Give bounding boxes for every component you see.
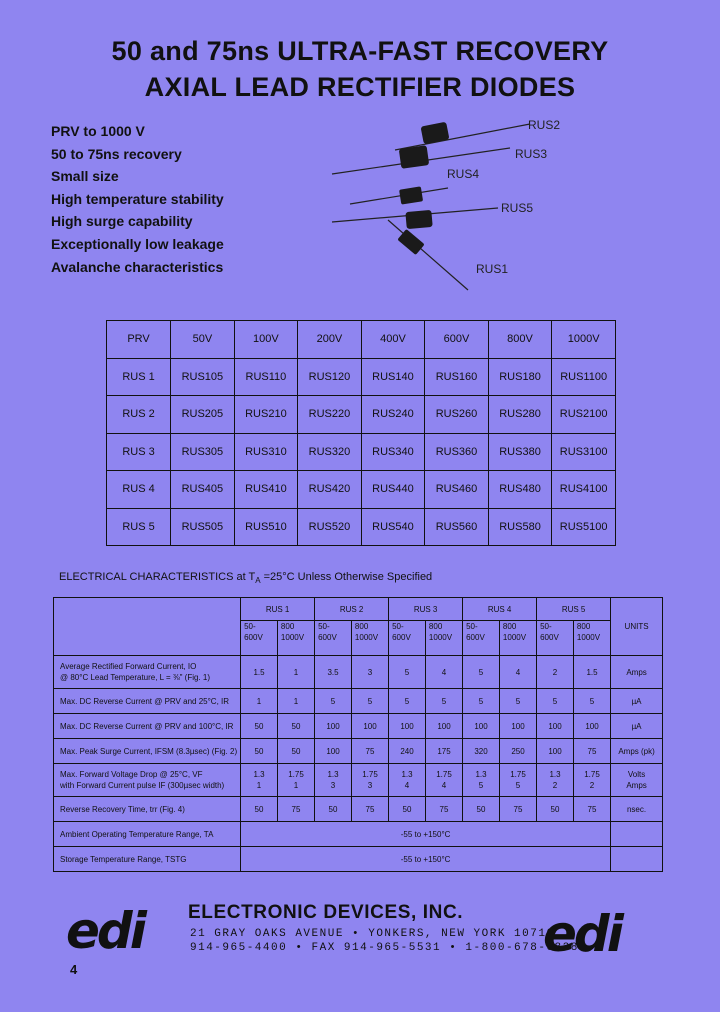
range-min: 50- (540, 622, 552, 631)
table-cell: RUS460 (425, 471, 489, 509)
value: 75 (365, 746, 375, 756)
heading-text-end: =25°C Unless Otherwise Specified (260, 571, 433, 583)
label-rus5: RUS5 (501, 201, 534, 215)
parameter-label (54, 689, 241, 714)
table-row (54, 714, 663, 739)
unit-cell (611, 714, 663, 739)
range-cell (463, 621, 500, 656)
group-header-row (54, 598, 663, 621)
title-line-2: AXIAL LEAD RECTIFIER DIODES (144, 72, 576, 102)
table-cell: RUS420 (298, 471, 362, 509)
parameter-text: Max. Peak Surge Current, IFSM (8.3µsec) (Fig. 2) (60, 746, 238, 756)
value: 75 (513, 804, 523, 814)
value-cell (499, 797, 536, 822)
edi-logo: edi (66, 902, 144, 960)
value-cell (351, 739, 388, 764)
value-cell (277, 739, 314, 764)
unit: nsec. (626, 804, 647, 814)
value-secondary: 4 (404, 781, 410, 790)
value-secondary: 2 (552, 781, 558, 790)
value: 1.3 (549, 770, 561, 779)
table-cell: RUS110 (234, 358, 298, 396)
value: 100 (326, 746, 340, 756)
value: 5 (404, 667, 410, 677)
row-label: RUS 1 (107, 358, 171, 396)
range-cell (351, 621, 388, 656)
table-cell: RUS310 (234, 433, 298, 471)
feature-item: 50 to 75ns recovery (51, 145, 182, 162)
value: 4 (441, 667, 447, 677)
header-cell: 600V (425, 321, 489, 359)
feature-item: PRV to 1000 V (51, 123, 145, 139)
value-cell (499, 656, 536, 689)
table-cell: RUS520 (298, 508, 362, 546)
table-row (54, 656, 663, 689)
table-row (54, 797, 663, 822)
value-cell (463, 797, 500, 822)
value: 75 (291, 804, 301, 814)
row-label: RUS 3 (107, 433, 171, 471)
group-header: RUS 5 (537, 598, 611, 621)
value: 100 (326, 721, 340, 731)
table-cell: RUS560 (425, 508, 489, 546)
range-cell (389, 621, 426, 656)
value-secondary: 5 (515, 781, 521, 790)
table-row (54, 689, 663, 714)
table-row-storage-temp (54, 847, 663, 872)
unit-cell (611, 689, 663, 714)
value-cell (573, 797, 610, 822)
table-cell: RUS160 (425, 358, 489, 396)
header-cell: 200V (298, 321, 362, 359)
value-cell (315, 714, 352, 739)
value: 50 (402, 804, 412, 814)
value-cell (425, 689, 462, 714)
value-cell (277, 656, 314, 689)
range-cell (277, 621, 314, 656)
value: 1.75 (584, 770, 600, 779)
value: 100 (363, 721, 377, 731)
value: 75 (587, 746, 597, 756)
header-cell: 800V (488, 321, 552, 359)
table-cell: RUS360 (425, 433, 489, 471)
units-header: UNITS (611, 598, 663, 656)
value-secondary: 4 (441, 781, 447, 790)
value: 320 (474, 746, 488, 756)
value-secondary: 3 (367, 781, 373, 790)
title-line-1: 50 and 75ns ULTRA-FAST RECOVERY (111, 36, 609, 66)
table-row (107, 433, 616, 471)
value-cell (463, 764, 500, 797)
value-cell (241, 797, 278, 822)
value-cell (315, 656, 352, 689)
group-header: RUS 3 (389, 598, 463, 621)
table-cell: RUS505 (171, 508, 235, 546)
unit: Volts (627, 770, 646, 779)
electrical-heading (59, 571, 432, 585)
value-cell (351, 764, 388, 797)
value-secondary: 1 (293, 781, 299, 790)
value: 75 (439, 804, 449, 814)
value: 100 (548, 746, 562, 756)
value: 1.3 (475, 770, 487, 779)
unit: µA (631, 721, 642, 731)
value-cell (351, 689, 388, 714)
value: 1 (256, 696, 262, 706)
address-line: 21 GRAY OAKS AVENUE • YONKERS, NEW YORK 10710 (190, 928, 555, 940)
blank-cell (54, 598, 241, 656)
table-cell: RUS205 (171, 396, 235, 434)
unit: µA (631, 696, 642, 706)
row-label: RUS 2 (107, 396, 171, 434)
parameter-text: Average Rectified Forward Current, IO (60, 662, 197, 671)
parameter-label (54, 714, 241, 739)
value: 1 (293, 667, 299, 677)
range-min: 50- (318, 622, 330, 631)
value: 5 (552, 696, 558, 706)
value-cell (315, 764, 352, 797)
ambient-temp-label: Ambient Operating Temperature Range, TA (54, 822, 241, 847)
value-cell (573, 689, 610, 714)
range-cell (425, 621, 462, 656)
ambient-temp-value: -55 to +150°C (241, 822, 611, 847)
range-max: 1000V (428, 633, 453, 642)
table-cell: RUS480 (488, 471, 552, 509)
table-cell: RUS240 (361, 396, 425, 434)
page-number: 4 (70, 962, 78, 977)
value-cell (351, 714, 388, 739)
parameter-text: Reverse Recovery Time, trr (Fig. 4) (60, 804, 185, 814)
value-cell (573, 764, 610, 797)
label-rus2: RUS2 (528, 118, 561, 132)
value: 4 (515, 667, 521, 677)
value-secondary: 2 (589, 781, 595, 790)
value: 5 (330, 696, 336, 706)
value: 1.75 (436, 770, 452, 779)
table-cell: RUS580 (488, 508, 552, 546)
value: 100 (400, 721, 414, 731)
group-header: RUS 4 (463, 598, 537, 621)
label-rus3: RUS3 (515, 147, 548, 161)
diode-rus1 (388, 220, 468, 290)
table-cell: RUS140 (361, 358, 425, 396)
table-cell: RUS180 (488, 358, 552, 396)
range-max: 1000V (576, 633, 601, 642)
company-name: ELECTRONIC DEVICES, INC. (188, 902, 464, 923)
value: 5 (478, 667, 484, 677)
value: 50 (328, 804, 338, 814)
value-cell (463, 656, 500, 689)
value-cell (425, 714, 462, 739)
parameter-label (54, 739, 241, 764)
range-max: 1000V (280, 633, 305, 642)
electrical-characteristics-table (53, 597, 663, 872)
storage-temp-value: -55 to +150°C (241, 847, 611, 872)
row-label: RUS 5 (107, 508, 171, 546)
value: 50 (291, 721, 301, 731)
value-cell (389, 797, 426, 822)
feature-item: High surge capability (51, 213, 193, 230)
parameter-label (54, 656, 241, 689)
group-header: RUS 1 (241, 598, 315, 621)
value-cell (537, 764, 574, 797)
phone-line: 914-965-4400 • FAX 914-965-5531 • 1-800-678-0828 (190, 942, 579, 954)
value: 75 (587, 804, 597, 814)
table-cell: RUS510 (234, 508, 298, 546)
value-cell (241, 739, 278, 764)
table-cell: RUS5100 (552, 508, 616, 546)
feature-item: Exceptionally low leakage (51, 235, 224, 252)
feature-list (51, 120, 224, 278)
edi-logo-right: edi (543, 905, 621, 963)
value: 5 (515, 696, 521, 706)
value-cell (389, 656, 426, 689)
value: 3.5 (327, 667, 339, 677)
value: 3 (367, 667, 373, 677)
value-cell (315, 739, 352, 764)
blank-unit (611, 847, 663, 872)
blank-unit (611, 822, 663, 847)
parameter-condition: @ 80°C Lead Temperature, L = ⅜" (Fig. 1) (60, 673, 211, 682)
unit-cell (611, 739, 663, 764)
parameter-condition: with Forward Current pulse IF (300µsec width) (60, 781, 225, 790)
feature-item: Small size (51, 168, 119, 185)
unit: Amps (626, 667, 647, 677)
range-min: 800 (502, 622, 517, 631)
header-cell: PRV (107, 321, 171, 359)
value: 75 (365, 804, 375, 814)
storage-temp-label: Storage Temperature Range, TSTG (54, 847, 241, 872)
value: 50 (550, 804, 560, 814)
value-cell (277, 797, 314, 822)
unit-cell (611, 656, 663, 689)
value-cell (499, 714, 536, 739)
diode-rus4 (350, 186, 448, 204)
value-cell (351, 656, 388, 689)
value: 50 (254, 804, 264, 814)
heading-subscript: A (255, 576, 261, 586)
range-max: 600V (540, 633, 559, 642)
range-cell (499, 621, 536, 656)
value-cell (389, 764, 426, 797)
value-cell (537, 797, 574, 822)
value-cell (499, 764, 536, 797)
value-cell (463, 714, 500, 739)
value-secondary: 1 (256, 781, 262, 790)
header-cell: 50V (171, 321, 235, 359)
value: 1.75 (362, 770, 378, 779)
unit-cell (611, 797, 663, 822)
table-cell: RUS305 (171, 433, 235, 471)
value: 1.3 (401, 770, 413, 779)
table-cell: RUS410 (234, 471, 298, 509)
table-row (107, 508, 616, 546)
value: 50 (254, 746, 264, 756)
table-cell: RUS260 (425, 396, 489, 434)
range-cell (241, 621, 278, 656)
heading-text: ELECTRICAL CHARACTERISTICS at T (59, 571, 256, 583)
range-min: 800 (576, 622, 591, 631)
unit-cell (611, 764, 663, 797)
value: 5 (404, 696, 410, 706)
table-cell: RUS2100 (552, 396, 616, 434)
value: 1.5 (253, 667, 265, 677)
value-cell (537, 714, 574, 739)
value: 50 (291, 746, 301, 756)
unit: Amps (pk) (618, 746, 655, 756)
parameter-text: Max. DC Reverse Current @ PRV and 25°C, IR (60, 696, 230, 706)
value: 175 (437, 746, 451, 756)
value-cell (537, 739, 574, 764)
value-cell (425, 656, 462, 689)
table-cell: RUS320 (298, 433, 362, 471)
range-cell (315, 621, 352, 656)
value-cell (425, 797, 462, 822)
range-min: 50- (466, 622, 478, 631)
value-cell (499, 689, 536, 714)
value: 100 (585, 721, 599, 731)
value-cell (537, 656, 574, 689)
table-cell: RUS120 (298, 358, 362, 396)
table-row-ambient-temp (54, 822, 663, 847)
value-cell (463, 689, 500, 714)
value: 100 (548, 721, 562, 731)
feature-item: High temperature stability (51, 190, 224, 207)
range-cell (537, 621, 574, 656)
value-secondary: 3 (330, 781, 336, 790)
table-cell: RUS1100 (552, 358, 616, 396)
value: 240 (400, 746, 414, 756)
value: 100 (511, 721, 525, 731)
header-cell: 100V (234, 321, 298, 359)
table-cell: RUS280 (488, 396, 552, 434)
table-cell: RUS3100 (552, 433, 616, 471)
value: 1.75 (288, 770, 304, 779)
table-cell: RUS210 (234, 396, 298, 434)
value-cell (351, 797, 388, 822)
parameter-label (54, 764, 241, 797)
range-min: 800 (280, 622, 295, 631)
range-cell (573, 621, 610, 656)
value-cell (389, 714, 426, 739)
value-cell (315, 797, 352, 822)
unit-secondary: Amps (626, 781, 647, 790)
part-number-table (106, 320, 616, 546)
table-row (107, 471, 616, 509)
value-cell (573, 656, 610, 689)
value: 1 (293, 696, 299, 706)
range-max: 1000V (502, 633, 527, 642)
value-cell (241, 764, 278, 797)
value-cell (573, 739, 610, 764)
value-cell (241, 714, 278, 739)
header-cell: 400V (361, 321, 425, 359)
table-cell: RUS405 (171, 471, 235, 509)
value-cell (241, 689, 278, 714)
parameter-label (54, 797, 241, 822)
range-max: 600V (244, 633, 263, 642)
value: 5 (441, 696, 447, 706)
diode-rus2 (395, 122, 530, 150)
table-cell: RUS4100 (552, 471, 616, 509)
value-cell (389, 689, 426, 714)
label-rus4: RUS4 (447, 167, 480, 181)
value-cell (499, 739, 536, 764)
value: 100 (474, 721, 488, 731)
table-cell: RUS440 (361, 471, 425, 509)
value: 100 (437, 721, 451, 731)
diode-rus3 (332, 145, 510, 174)
range-min: 800 (428, 622, 443, 631)
table-row (107, 396, 616, 434)
value: 2 (552, 667, 558, 677)
label-rus1: RUS1 (476, 262, 509, 276)
value-cell (537, 689, 574, 714)
value: 5 (367, 696, 373, 706)
value-cell (573, 714, 610, 739)
value-cell (425, 739, 462, 764)
range-max: 600V (318, 633, 337, 642)
table-cell: RUS220 (298, 396, 362, 434)
range-min: 50- (392, 622, 404, 631)
diode-illustration (320, 112, 620, 302)
value-cell (241, 656, 278, 689)
range-min: 800 (354, 622, 369, 631)
table-cell: RUS105 (171, 358, 235, 396)
table-row (54, 739, 663, 764)
table-cell: RUS540 (361, 508, 425, 546)
parameter-text: Max. DC Reverse Current @ PRV and 100°C, IR (60, 721, 234, 731)
header-cell: 1000V (552, 321, 616, 359)
value-cell (463, 739, 500, 764)
value-secondary: 5 (478, 781, 484, 790)
table-cell: RUS340 (361, 433, 425, 471)
value: 5 (478, 696, 484, 706)
row-label: RUS 4 (107, 471, 171, 509)
value-cell (277, 689, 314, 714)
value-cell (425, 764, 462, 797)
value: 1.5 (586, 667, 598, 677)
table-cell: RUS380 (488, 433, 552, 471)
range-min: 50- (244, 622, 256, 631)
diode-rus5 (332, 208, 498, 229)
table-header-row (107, 321, 616, 359)
value: 5 (589, 696, 595, 706)
range-max: 1000V (354, 633, 379, 642)
value: 50 (254, 721, 264, 731)
value-cell (315, 689, 352, 714)
feature-item: Avalanche characteristics (51, 258, 224, 275)
table-row (54, 764, 663, 797)
value: 50 (476, 804, 486, 814)
value-cell (277, 714, 314, 739)
value: 1.3 (327, 770, 339, 779)
value: 1.75 (510, 770, 526, 779)
range-max: 600V (392, 633, 411, 642)
range-max: 600V (466, 633, 485, 642)
parameter-text: Max. Forward Voltage Drop @ 25°C, VF (60, 770, 203, 779)
value: 250 (511, 746, 525, 756)
value-cell (389, 739, 426, 764)
table-row (107, 358, 616, 396)
group-header: RUS 2 (315, 598, 389, 621)
value: 1.3 (253, 770, 265, 779)
value-cell (277, 764, 314, 797)
